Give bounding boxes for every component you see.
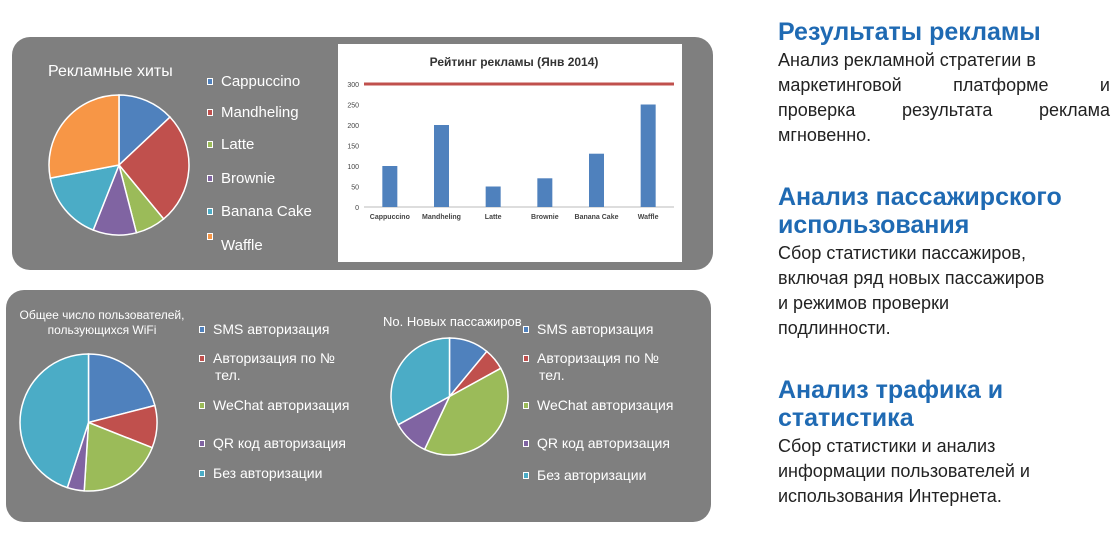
legend-swatch — [207, 141, 213, 148]
legend-swatch — [207, 78, 213, 85]
legend-item-sms: SMS авторизация — [523, 322, 653, 337]
wifi-users-title — [12, 308, 192, 338]
ad-hits-title: Рекламные хиты — [48, 63, 173, 80]
ad-rating-bar-chart — [338, 44, 682, 262]
legend-swatch — [199, 326, 205, 333]
bar-cappuccino — [382, 166, 397, 207]
section-text-line: проверка результата реклама — [778, 100, 1110, 120]
legend-item-phone: Авторизация по № — [523, 351, 659, 366]
y-tick-label: 50 — [351, 184, 359, 192]
legend-item-sms: SMS авторизация — [199, 322, 329, 337]
y-tick-label: 200 — [347, 123, 359, 130]
legend-swatch — [199, 402, 205, 409]
section-traffic-stats — [778, 376, 1110, 509]
x-tick-label: Brownie — [531, 214, 559, 221]
section-title-line: статистика — [778, 404, 914, 432]
y-tick-label: 250 — [347, 102, 359, 110]
wifi-users-title-line2: пользующихся WiFi — [47, 323, 157, 337]
bar-mandheling — [434, 125, 449, 207]
legend-swatch — [207, 109, 213, 116]
section-text-line: Сбор статистики и анализ — [778, 436, 996, 456]
section-title-line: использования — [778, 211, 970, 239]
legend-item-phone-cont: тел. — [215, 367, 241, 383]
legend-swatch — [199, 470, 205, 477]
y-tick-label: 0 — [355, 205, 359, 212]
x-tick-label: Latte — [484, 214, 502, 221]
section-title-line: Анализ пассажирского — [778, 183, 1062, 211]
x-tick-label: Banana Cake — [574, 214, 619, 221]
legend-swatch — [523, 402, 529, 409]
section-text — [778, 48, 1110, 148]
bar-latte — [486, 187, 501, 208]
wifi-users-pie-chart — [19, 353, 158, 492]
section-text-line: использования Интернета. — [778, 486, 1002, 506]
legend-item-qr: QR код авторизация — [523, 436, 670, 451]
legend-swatch — [207, 175, 213, 182]
new-passengers-pie-chart — [390, 337, 509, 456]
legend-swatch — [523, 472, 529, 479]
section-text-line: и режимов проверки — [778, 293, 949, 313]
bar-brownie — [537, 178, 552, 207]
legend-item-banana-cake: Banana Cake — [207, 203, 312, 220]
section-text — [778, 434, 1110, 509]
section-text-line: информации пользователей и — [778, 461, 1030, 481]
section-passenger-usage — [778, 183, 1110, 341]
bar-banana-cake — [589, 154, 604, 207]
section-text-line: мгновенно. — [778, 125, 872, 145]
legend-swatch — [199, 440, 205, 447]
y-tick-label: 100 — [347, 164, 359, 171]
new-passengers-title: No. Новых пассажиров — [383, 314, 522, 329]
legend-swatch — [523, 440, 529, 447]
section-text-line: Анализ рекламной стратегии в — [778, 50, 1036, 70]
wifi-users-title-line1: Общее число пользователей, — [19, 308, 185, 322]
legend-item-mandheling: Mandheling — [207, 104, 299, 121]
bar-waffle — [641, 105, 656, 208]
legend-item-no-auth: Без авторизации — [523, 468, 646, 483]
legend-item-phone: Авторизация по № — [199, 351, 335, 366]
section-title — [778, 18, 1110, 46]
legend-item-waffle: Waffle — [207, 228, 263, 245]
section-text-line: Сбор статистики пассажиров, — [778, 243, 1026, 263]
section-text-line: подлинности. — [778, 318, 891, 338]
legend-item-phone-cont: тел. — [539, 367, 565, 383]
section-text-line: включая ряд новых пассажиров — [778, 268, 1045, 288]
y-tick-label: 150 — [347, 143, 359, 151]
section-text — [778, 241, 1110, 341]
x-tick-label: Cappuccino — [369, 214, 410, 221]
x-tick-label: Mandheling — [422, 214, 461, 221]
x-tick-label: Waffle — [637, 214, 659, 221]
legend-item-latte: Latte — [207, 136, 254, 153]
section-ad-results — [778, 18, 1110, 148]
legend-swatch — [207, 208, 213, 215]
legend-swatch — [523, 326, 529, 333]
pie-slice-waffle — [49, 95, 119, 178]
y-tick-label: 300 — [347, 82, 359, 89]
legend-item-cappuccino: Cappuccino — [207, 73, 300, 90]
section-title — [778, 183, 1110, 239]
section-title-line: Анализ трафика и — [778, 376, 1004, 404]
section-title — [778, 376, 1110, 432]
bar-chart-title: Рейтинг рекламы (Янв 2014) — [429, 55, 599, 69]
section-title-line: Результаты рекламы — [778, 18, 1041, 46]
ad-hits-pie-chart — [48, 94, 190, 236]
legend-item-qr: QR код авторизация — [199, 436, 346, 451]
legend-swatch — [523, 355, 529, 362]
ad-rating-chart-card — [338, 44, 682, 262]
legend-item-wechat: WeChat авторизация — [523, 398, 673, 413]
legend-item-brownie: Brownie — [207, 170, 275, 187]
legend-item-wechat: WeChat авторизация — [199, 398, 349, 413]
legend-item-no-auth: Без авторизации — [199, 466, 322, 481]
legend-swatch — [207, 233, 213, 240]
section-text-line: маркетинговой платформе и — [778, 75, 1110, 95]
legend-swatch — [199, 355, 205, 362]
